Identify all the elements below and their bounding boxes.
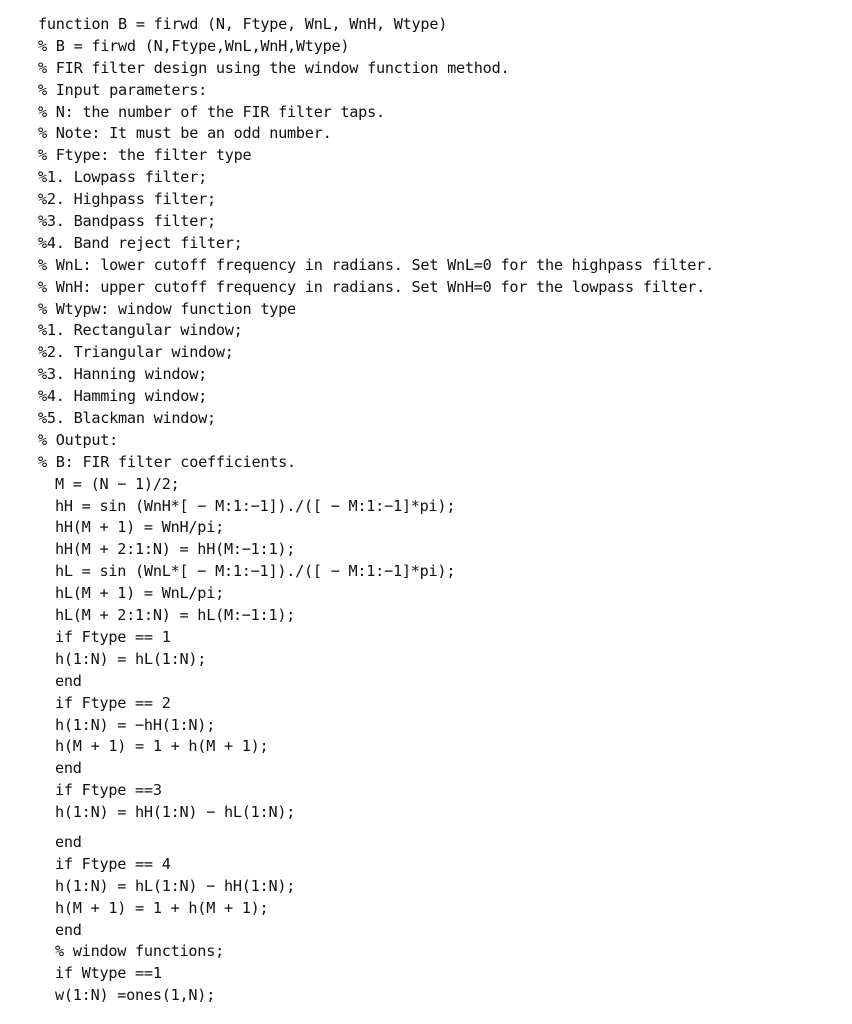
code-line: function B = firwd (N, Ftype, WnL, WnH, Wtype) <box>38 15 448 33</box>
code-line: %5. Blackman window; <box>38 409 216 428</box>
code-line: %1. Lowpass filter; <box>38 168 207 187</box>
code-line: hL = sin (WnL*[ − M:1:−1])./([ − M:1:−1]*pi); <box>55 562 456 581</box>
code-line: % Input parameters: <box>38 80 207 99</box>
code-line: % window functions; <box>55 942 224 961</box>
code-line: w(1:N) =ones(1,N); <box>55 986 216 1005</box>
code-line: if Wtype ==1 <box>55 964 162 983</box>
code-line: % WnL: lower cutoff frequency in radians. Set WnL=0 for the highpass filter. <box>38 255 714 274</box>
code-line: % FIR filter design using the window function method. <box>38 58 510 77</box>
code-line: %3. Hanning window; <box>38 365 207 384</box>
code-line: end <box>55 920 82 939</box>
code-line: %4. Hamming window; <box>38 387 207 406</box>
code-line: hH(M + 1) = WnH/pi; <box>55 518 224 537</box>
code-line: h(1:N) = hL(1:N) − hH(1:N); <box>55 876 296 895</box>
code-line: if Ftype == 4 <box>55 854 171 873</box>
code-line: % N: the number of the FIR filter taps. <box>38 102 385 121</box>
code-line: % Output: <box>38 430 119 449</box>
code-line: if Ftype == 1 <box>55 627 171 646</box>
code-line: if Ftype == 2 <box>55 693 171 712</box>
code-line: h(1:N) = hL(1:N); <box>55 649 207 668</box>
code-line: end <box>55 671 82 690</box>
code-line: % Note: It must be an odd number. <box>38 124 332 143</box>
code-line: hL(M + 2:1:N) = hL(M:−1:1); <box>55 606 296 625</box>
code-line: %2. Highpass filter; <box>38 190 216 209</box>
code-line: % WnH: upper cutoff frequency in radians. Set WnH=0 for the lowpass filter. <box>38 277 706 296</box>
code-line: h(1:N) = −hH(1:N); <box>55 715 216 734</box>
code-line: if Ftype ==3 <box>55 781 162 800</box>
code-line: % B = firwd (N,Ftype,WnL,WnH,Wtype) <box>38 36 350 55</box>
code-line: hH(M + 2:1:N) = hH(M:−1:1); <box>55 540 296 559</box>
code-line: % B: FIR filter coefficients. <box>38 452 296 471</box>
code-listing <box>38 14 838 1007</box>
code-line: h(M + 1) = 1 + h(M + 1); <box>55 898 269 917</box>
code-line: % Wtypw: window function type <box>38 299 296 318</box>
code-line: hL(M + 1) = WnL/pi; <box>55 584 224 603</box>
code-line: %3. Bandpass filter; <box>38 212 216 231</box>
code-line: %2. Triangular window; <box>38 343 234 362</box>
code-line: % Ftype: the filter type <box>38 146 252 165</box>
code-line: %4. Band reject filter; <box>38 233 243 252</box>
code-line: M = (N − 1)/2; <box>55 474 180 493</box>
code-line: end <box>55 759 82 778</box>
code-line: hH = sin (WnH*[ − M:1:−1])./([ − M:1:−1]*pi); <box>55 496 456 515</box>
code-line: end <box>55 832 82 851</box>
code-line: h(1:N) = hH(1:N) − hL(1:N); <box>55 803 296 822</box>
code-line: h(M + 1) = 1 + h(M + 1); <box>55 737 269 756</box>
code-line: %1. Rectangular window; <box>38 321 243 340</box>
